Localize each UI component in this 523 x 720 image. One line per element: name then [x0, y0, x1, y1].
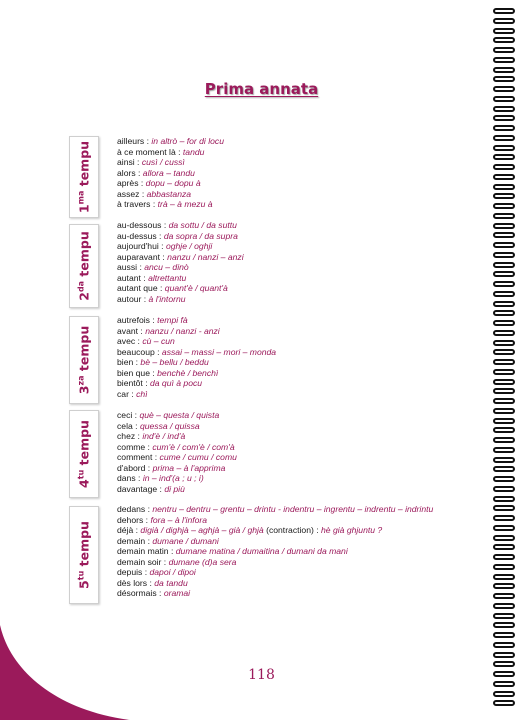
vocab-entry	[117, 557, 477, 568]
spiral-ring	[493, 583, 515, 589]
section-label-2: $2^{da}$ tempu	[76, 231, 92, 301]
corsican-translation: fora – à l'infora	[150, 514, 208, 525]
corsican-translation: tempi fà	[157, 315, 188, 325]
french-term: avec :	[117, 336, 143, 346]
spiral-ring	[493, 369, 515, 375]
french-term: demain :	[117, 535, 153, 546]
french-term: à travers :	[117, 199, 158, 209]
section-label-3: $3^{za}$ tempu	[76, 325, 92, 395]
vocab-entry	[117, 442, 477, 453]
french-term: davantage :	[117, 483, 165, 494]
corsican-translation: ancu – dinò	[144, 262, 189, 272]
spiral-binding	[493, 8, 515, 712]
french-term: dès lors :	[117, 577, 155, 588]
corsican-translation: ind'è / ind'à	[142, 431, 186, 441]
spiral-ring	[493, 28, 515, 34]
spiral-ring	[493, 554, 515, 560]
corsican-translation: què – questa / quista	[139, 410, 220, 420]
spiral-ring	[493, 535, 515, 541]
vocab-entry	[117, 231, 477, 242]
corsican-translation: bè – bellu / beddu	[140, 357, 209, 367]
french-term: car :	[117, 388, 137, 399]
corsican-translation: oghje / oghji	[165, 241, 213, 251]
corsican-translation: in – ind'(a ; u ; i)	[142, 473, 204, 483]
corsican-translation: cù – cun	[142, 336, 175, 346]
spiral-ring	[493, 427, 515, 433]
corsican-translation: dumane matina / dumaitina / dumani da mani	[175, 546, 348, 556]
french-note: (contraction) :	[263, 525, 322, 535]
spiral-ring	[493, 271, 515, 277]
vocab-entry	[117, 504, 477, 515]
corsican-translation: benchè / benchì	[157, 367, 219, 378]
french-term: à ce moment là :	[117, 146, 183, 157]
vocab-entry	[117, 315, 477, 326]
spiral-ring	[493, 691, 515, 697]
vocab-entry	[117, 273, 477, 284]
corsican-translation: nanzu / nanzi – anzi	[167, 251, 244, 262]
vocab-entry	[117, 546, 477, 557]
corsican-translation: digià / dighjà – aghjà – già / ghjà	[140, 525, 264, 535]
corsican-translation: à l'intornu	[148, 293, 186, 304]
french-term: ainsi :	[117, 157, 142, 167]
french-term: dehors :	[117, 514, 151, 525]
vocab-entry	[117, 473, 477, 484]
corsican-translation: cusì / cussì	[141, 157, 185, 167]
vocab-entry	[117, 378, 477, 389]
spiral-ring	[493, 37, 515, 43]
corsican-translation: quant'è / quant'à	[164, 283, 228, 293]
french-term: dans :	[117, 473, 143, 483]
spiral-ring	[493, 408, 515, 414]
french-term: ceci :	[117, 410, 140, 420]
spiral-ring	[493, 418, 515, 424]
spiral-ring	[493, 223, 515, 229]
corsican-translation: da quì à pocu	[149, 378, 203, 388]
page-title-wrap	[0, 80, 523, 99]
french-term: bien que :	[117, 367, 158, 378]
spiral-ring	[493, 486, 515, 492]
vocab-entry	[117, 189, 477, 200]
french-term: autrefois :	[117, 315, 158, 325]
french-term: avant :	[117, 325, 146, 336]
corsican-translation: chì	[136, 388, 148, 399]
spiral-ring	[493, 252, 515, 258]
spiral-ring	[493, 496, 515, 502]
french-term: demain matin :	[117, 546, 176, 556]
spiral-ring	[493, 632, 515, 638]
french-term: chez :	[117, 431, 143, 441]
vocab-entry	[117, 525, 477, 536]
spiral-ring	[493, 466, 515, 472]
french-term: désormais :	[117, 588, 164, 598]
french-term: dedans :	[117, 504, 153, 514]
vocab-list-1	[117, 136, 477, 210]
spiral-ring	[493, 262, 515, 268]
spiral-ring	[493, 593, 515, 599]
vocab-entry	[117, 178, 477, 189]
french-term: assez :	[117, 188, 147, 199]
vocab-entry	[117, 262, 477, 273]
french-term: autour :	[117, 293, 149, 304]
french-term: depuis :	[117, 567, 150, 577]
french-term: après :	[117, 178, 146, 188]
spiral-ring	[493, 164, 515, 170]
vocab-entry	[117, 452, 477, 463]
vocab-entry	[117, 463, 477, 474]
spiral-ring	[493, 505, 515, 511]
french-term: aujourd'hui :	[117, 241, 166, 251]
french-term: déjà :	[117, 525, 141, 535]
spiral-ring	[493, 564, 515, 570]
vocab-entry	[117, 283, 477, 294]
spiral-ring	[493, 603, 515, 609]
corsican-translation: da sottu / da suttu	[168, 220, 237, 230]
french-term: au-dessus :	[117, 230, 164, 241]
corsican-translation: cum'è / com'è / com'à	[152, 441, 235, 452]
section-tab-3	[69, 316, 99, 404]
vocab-entry	[117, 515, 477, 526]
vocab-list-5	[117, 504, 477, 599]
spiral-ring	[493, 388, 515, 394]
french-term: cela :	[117, 420, 140, 431]
section-tab-2	[69, 224, 99, 308]
spiral-ring	[493, 340, 515, 346]
vocab-list-4	[117, 410, 477, 494]
french-term: bien :	[117, 357, 141, 367]
vocab-entry	[117, 431, 477, 442]
vocab-entry	[117, 136, 477, 147]
spiral-ring	[493, 193, 515, 199]
vocab-entry	[117, 484, 477, 495]
spiral-ring	[493, 115, 515, 121]
french-term: comment :	[117, 452, 160, 462]
spiral-ring	[493, 544, 515, 550]
spiral-ring	[493, 135, 515, 141]
corsican-example: hè già ghjuntu ?	[321, 525, 383, 535]
page-title: Prima annata	[204, 80, 319, 98]
vocab-entry	[117, 578, 477, 589]
spiral-ring	[493, 613, 515, 619]
vocab-entry	[117, 588, 477, 599]
corsican-translation: nanzu / nanzi - anzi	[145, 325, 220, 336]
corsican-translation: da sopra / da supra	[163, 230, 238, 241]
corsican-translation: da tandu	[154, 577, 188, 588]
vocab-entry	[117, 347, 477, 358]
spiral-ring	[493, 281, 515, 287]
corsican-translation: quessa / quissa	[139, 420, 200, 431]
vocab-entry	[117, 220, 477, 231]
vocab-entry	[117, 252, 477, 263]
vocab-entry	[117, 168, 477, 179]
french-term: beaucoup :	[117, 346, 162, 357]
corsican-translation: dapoi / dipoi	[149, 567, 196, 577]
spiral-ring	[493, 320, 515, 326]
spiral-ring	[493, 330, 515, 336]
corsican-translation: di più	[164, 483, 185, 494]
vocab-list-2	[117, 220, 477, 304]
corsican-translation: assai – massi – mori – monda	[161, 346, 277, 357]
corsican-translation: allora – tandu	[142, 167, 195, 178]
spiral-ring	[493, 301, 515, 307]
section-label-1: $1^{ma}$ tempu	[76, 140, 92, 214]
french-term: comme :	[117, 441, 153, 452]
spiral-ring	[493, 642, 515, 648]
spiral-ring	[493, 203, 515, 209]
spiral-ring	[493, 242, 515, 248]
vocab-entry	[117, 241, 477, 252]
spiral-ring	[493, 379, 515, 385]
spiral-ring	[493, 310, 515, 316]
spiral-ring	[493, 67, 515, 73]
corsican-translation: altrettantu	[148, 272, 187, 283]
spiral-ring	[493, 398, 515, 404]
french-term: alors :	[117, 167, 143, 178]
spiral-ring	[493, 106, 515, 112]
vocab-entry	[117, 199, 477, 210]
section-tab-5	[69, 506, 99, 604]
spiral-ring	[493, 213, 515, 219]
spiral-ring	[493, 8, 515, 14]
spiral-ring	[493, 652, 515, 658]
spiral-ring	[493, 349, 515, 355]
vocab-entry	[117, 389, 477, 400]
french-term: au-dessous :	[117, 220, 169, 230]
spiral-ring	[493, 437, 515, 443]
spiral-ring	[493, 476, 515, 482]
corsican-translation: prima – à l'apprima	[152, 462, 226, 473]
spiral-ring	[493, 574, 515, 580]
vocab-entry	[117, 567, 477, 578]
spiral-ring	[493, 18, 515, 24]
spiral-ring	[493, 622, 515, 628]
spiral-ring	[493, 174, 515, 180]
vocab-entry	[117, 294, 477, 305]
section-label-4: $4^{tu}$ tempu	[76, 420, 92, 488]
corsican-translation: nentru – dentru – grentu – drintu - indentru – ingrentu – indrentu – indrintu	[152, 504, 434, 514]
spiral-ring	[493, 184, 515, 190]
spiral-ring	[493, 515, 515, 521]
vocab-entry	[117, 357, 477, 368]
vocab-entry	[117, 326, 477, 337]
vocab-entry	[117, 421, 477, 432]
vocab-entry	[117, 147, 477, 158]
corsican-translation: tandu	[182, 146, 205, 157]
vocab-entry	[117, 368, 477, 379]
french-term: autant que :	[117, 283, 165, 293]
spiral-ring	[493, 145, 515, 151]
spiral-ring	[493, 232, 515, 238]
spiral-ring	[493, 700, 515, 706]
spiral-ring	[493, 457, 515, 463]
corsican-translation: oramai	[163, 588, 191, 598]
page-number: 118	[248, 667, 275, 683]
french-term: demain soir :	[117, 556, 169, 567]
french-term: bientôt :	[117, 378, 150, 388]
section-label-5: $5^{tu}$ tempu	[76, 521, 92, 589]
spiral-ring	[493, 525, 515, 531]
vocab-list-3	[117, 315, 477, 399]
vocab-entry	[117, 157, 477, 168]
corsican-translation: dumane / dumani	[152, 535, 219, 546]
spiral-ring	[493, 47, 515, 53]
spiral-ring	[493, 57, 515, 63]
french-term: auparavant :	[117, 251, 168, 262]
section-tab-4	[69, 410, 99, 498]
spiral-ring	[493, 447, 515, 453]
vocab-entry	[117, 336, 477, 347]
french-term: ailleurs :	[117, 136, 152, 146]
vocab-entry	[117, 536, 477, 547]
vocab-entry	[117, 410, 477, 421]
spiral-ring	[493, 154, 515, 160]
french-term: autant :	[117, 272, 149, 283]
french-term: aussi :	[117, 262, 145, 272]
section-tab-1	[69, 136, 99, 218]
corsican-translation: cume / cumu / comu	[159, 452, 237, 462]
spiral-ring	[493, 125, 515, 131]
corsican-translation: abbastanza	[146, 188, 192, 199]
spiral-ring	[493, 359, 515, 365]
corsican-translation: in altrò – for di locu	[151, 136, 224, 146]
french-term: d'abord :	[117, 462, 153, 473]
spiral-ring	[493, 291, 515, 297]
corsican-translation: trà – à mezu à	[157, 199, 213, 209]
corsican-translation: dopu – dopu à	[145, 178, 201, 188]
corsican-translation: dumane (d)a sera	[168, 556, 237, 567]
